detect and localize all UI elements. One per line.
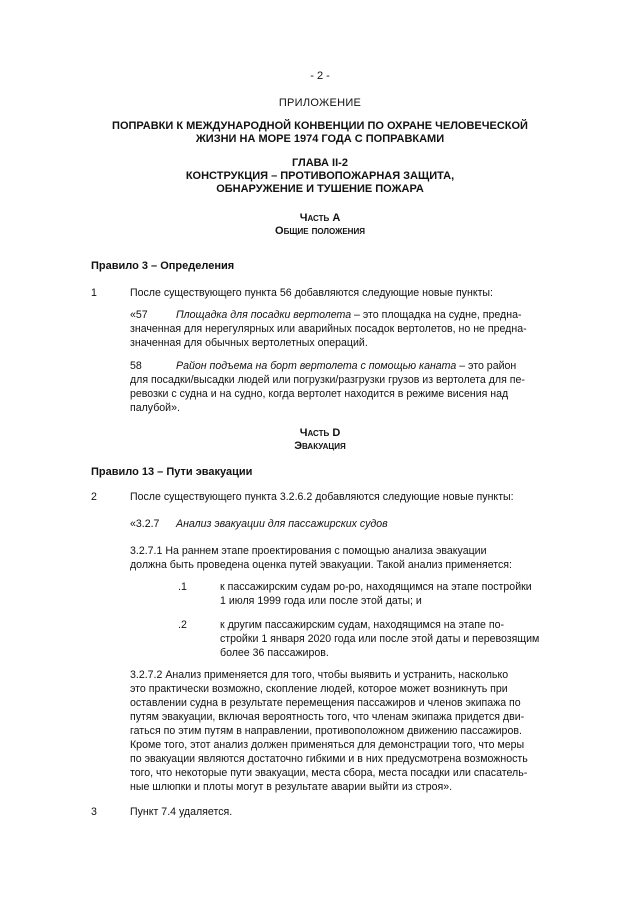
subitem-2-label: .2 (178, 619, 187, 631)
part-d-title: Эвакуация (294, 440, 346, 452)
section-3-2-7-title: Анализ эвакуации для пассажирских судов (176, 518, 388, 530)
subitem-1-text (220, 580, 553, 608)
definition-58-text-1: – это район (456, 360, 517, 372)
subitem-2-line-2: стройки 1 января 2020 года или после этой даты и перевозящим (220, 633, 540, 645)
subitem-1-label: .1 (178, 581, 187, 593)
paragraph-3-2-7-1 (130, 544, 553, 572)
definition-57-text-3: значенная для обычных вертолетных операций. (130, 337, 368, 349)
annex-label: ПРИЛОЖЕНИЕ (278, 97, 362, 109)
chapter-title-line-1: КОНСТРУКЦИЯ – ПРОТИВОПОЖАРНАЯ ЗАЩИТА, (185, 170, 455, 182)
item-2-intro: После существующего пункта 3.2.6.2 добавляются следующие новые пункты: (130, 491, 514, 503)
subitem-2-line-3: более 36 пассажиров. (220, 647, 329, 659)
paragraph-3-2-7-2-line-1: 3.2.7.2 Анализ применяется для того, чтобы выявить и устранить, насколько (130, 669, 509, 681)
item-3-text: Пункт 7.4 удаляется. (130, 806, 233, 818)
definition-58-term: Район подъема на борт вертолета с помощью каната (176, 360, 457, 372)
subitem-2-line-1: к другим пассажирским судам, находящимся на этапе по- (220, 619, 505, 631)
rule-13-heading: Правило 13 – Пути эвакуации (91, 466, 253, 478)
definition-57-number: «57 (130, 309, 148, 321)
subitem-2-text (220, 618, 553, 660)
page-number: - 2 - (310, 70, 330, 82)
paragraph-3-2-7-2-line-8: того, что некоторые пути эвакуации, места сбора, места посадки или спасатель- (130, 767, 528, 779)
definition-58-text-3: ревозки с судна и на судно, когда вертолет находится в режиме висения над (130, 388, 509, 400)
section-3-2-7-number: «3.2.7 (130, 518, 160, 530)
paragraph-3-2-7-2-line-5: гаться по этим путям в направлении, противоположном движению пассажиров. (130, 725, 522, 737)
definition-58-text-4: палубой». (130, 402, 180, 414)
chapter-title-line-2: ОБНАРУЖЕНИЕ И ТУШЕНИЕ ПОЖАРА (216, 183, 424, 195)
paragraph-3-2-7-2 (130, 668, 553, 794)
definition-58 (130, 359, 553, 415)
definition-57-text-2: значенная для нерегулярных или аварийных посадок вертолетов, но не предна- (130, 323, 527, 335)
definition-57-text-1: – это площадка на судне, предна- (351, 309, 522, 321)
part-d-heading (0, 427, 640, 453)
paragraph-3-2-7-2-line-4: путям эвакуации, включая вероятность того, что членам экипажа придется дви- (130, 711, 525, 723)
section-3-2-7-heading (130, 517, 553, 531)
definition-58-number: 58 (130, 360, 142, 372)
item-2-number: 2 (91, 491, 97, 503)
document-title (95, 120, 545, 146)
rule-3-heading: Правило 3 – Определения (91, 260, 235, 272)
item-1-intro: После существующего пункта 56 добавляются следующие новые пункты: (130, 287, 493, 299)
definition-58-text-2: для посадки/высадки людей или погрузки/разгрузки грузов из вертолета для пе- (130, 374, 525, 386)
part-a-label: Часть A (299, 212, 341, 224)
subitem-1-line-1: к пассажирским судам ро-ро, находящимся на этапе постройки (220, 581, 532, 593)
item-1-number: 1 (91, 287, 97, 299)
part-a-title: Общие положения (275, 225, 365, 237)
chapter-number: ГЛАВА II-2 (292, 157, 348, 169)
paragraph-3-2-7-2-line-3: оставлении судна в результате перемещения пассажиров и членов экипажа по (130, 697, 521, 709)
subitem-1-line-2: 1 июля 1999 года или после этой даты; и (220, 595, 422, 607)
chapter-heading (120, 157, 520, 196)
paragraph-3-2-7-1-line-2: должна быть проведена оценка путей эвакуации. Такой анализ применяется: (130, 559, 512, 571)
paragraph-3-2-7-2-line-9: ные шлюпки и плоты могут в результате аварии выйти из строя». (130, 781, 453, 793)
definition-57-term: Площадка для посадки вертолета (176, 309, 352, 321)
part-d-label: Часть D (299, 427, 341, 439)
definition-57 (130, 308, 553, 350)
paragraph-3-2-7-2-line-7: по эвакуации являются достаточно гибкими и в них предусмотрена возможность (130, 753, 528, 765)
title-line-1: ПОПРАВКИ К МЕЖДУНАРОДНОЙ КОНВЕНЦИИ ПО ОХРАНЕ ЧЕЛОВЕЧЕСКОЙ (112, 120, 528, 132)
part-a-heading (0, 212, 640, 238)
paragraph-3-2-7-2-line-6: Кроме того, этот анализ должен применяться для демонстрации того, что меры (130, 739, 525, 751)
paragraph-3-2-7-2-line-2: это практически возможно, скопление людей, которое может возникнуть при (130, 683, 508, 695)
title-line-2: ЖИЗНИ НА МОРЕ 1974 ГОДА С ПОПРАВКАМИ (195, 133, 445, 145)
paragraph-3-2-7-1-line-1: 3.2.7.1 На раннем этапе проектирования с помощью анализа эвакуации (130, 545, 487, 557)
item-3-number: 3 (91, 806, 97, 818)
